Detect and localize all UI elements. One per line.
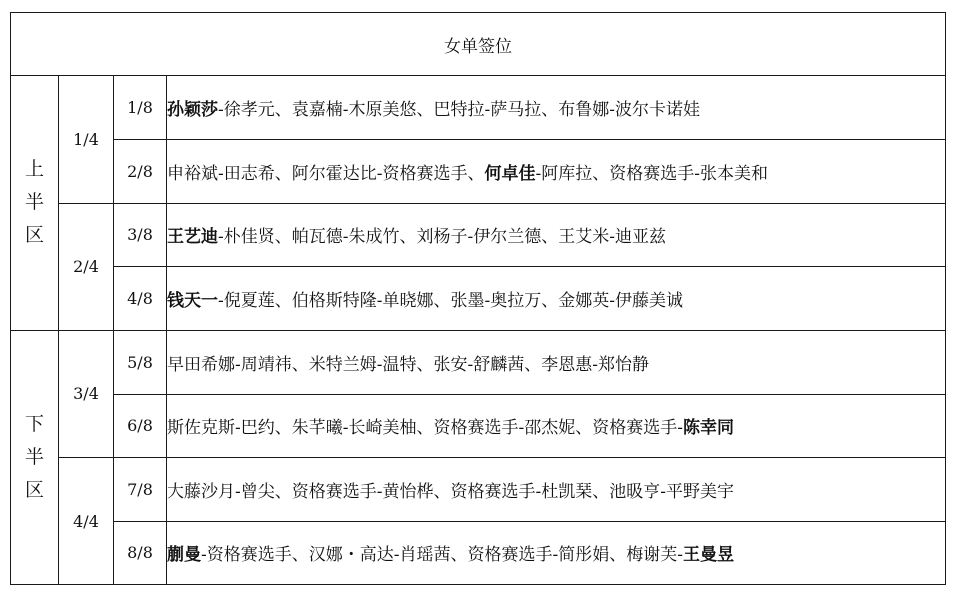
half-label-text: 下 半 区 xyxy=(24,412,44,501)
seed-player: 陈幸同 xyxy=(682,418,734,439)
matchups xyxy=(167,330,946,394)
matchup-text: 申裕斌-田志希、阿尔霍达比-资格赛选手、 xyxy=(167,163,485,184)
eighth-label: 8/8 xyxy=(114,521,167,585)
draw-title: 女单签位 xyxy=(11,13,946,76)
quarter-label: 1/4 xyxy=(59,76,114,204)
seed-player: 蒯曼 xyxy=(167,545,201,566)
eighth-label: 3/8 xyxy=(114,203,167,267)
half-label-lower xyxy=(11,330,59,585)
draw-table xyxy=(10,12,946,585)
matchups xyxy=(167,394,946,458)
eighth-label: 1/8 xyxy=(114,76,167,140)
matchups xyxy=(167,458,946,522)
eighth-label: 2/8 xyxy=(114,140,167,204)
matchup-text: 斯佐克斯-巴约、朱芊曦-长崎美柚、资格赛选手-邵杰妮、资格赛选手- xyxy=(167,418,683,439)
matchup-text: -资格赛选手、汉娜・高达-肖瑶茜、资格赛选手-简彤娟、梅谢芙- xyxy=(201,545,683,566)
seed-player: 钱天一 xyxy=(167,290,218,311)
eighth-label: 4/8 xyxy=(114,267,167,331)
eighth-label: 6/8 xyxy=(114,394,167,458)
matchup-text: -徐孝元、袁嘉楠-木原美悠、巴特拉-萨马拉、布鲁娜-波尔卡诺娃 xyxy=(218,100,700,120)
seed-player: 王曼昱 xyxy=(682,545,734,566)
matchup-text: -朴佳贤、帕瓦德-朱成竹、刘杨子-伊尔兰德、王艾米-迪亚兹 xyxy=(218,227,666,248)
half-label-text: 上 半 区 xyxy=(24,158,44,247)
quarter-label: 4/4 xyxy=(59,458,114,585)
matchup-text: 大藤沙月-曾尖、资格赛选手-黄怡桦、资格赛选手-杜凯琹、池昅亨-平野美宇 xyxy=(167,481,734,502)
matchups xyxy=(167,521,946,585)
matchup-text: -倪夏莲、伯格斯特隆-单晓娜、张墨-奥拉万、金娜英-伊藤美诚 xyxy=(218,290,683,311)
quarter-label: 2/4 xyxy=(59,203,114,330)
eighth-label: 7/8 xyxy=(114,458,167,522)
matchup-text: -阿库拉、资格赛选手-张本美和 xyxy=(535,163,768,184)
seed-player: 何卓佳 xyxy=(484,163,536,184)
eighth-label: 5/8 xyxy=(114,330,167,394)
matchups xyxy=(167,203,946,267)
matchups xyxy=(167,267,946,331)
matchups xyxy=(167,76,946,140)
seed-player: 孙颖莎 xyxy=(167,100,218,120)
quarter-label: 3/4 xyxy=(59,330,114,458)
matchups xyxy=(167,140,946,204)
seed-player: 王艺迪 xyxy=(167,227,218,248)
matchup-text: 早田希娜-周靖祎、米特兰姆-温特、张安-舒麟茜、李恩惠-郑怡静 xyxy=(167,354,649,375)
half-label-upper xyxy=(11,76,59,331)
